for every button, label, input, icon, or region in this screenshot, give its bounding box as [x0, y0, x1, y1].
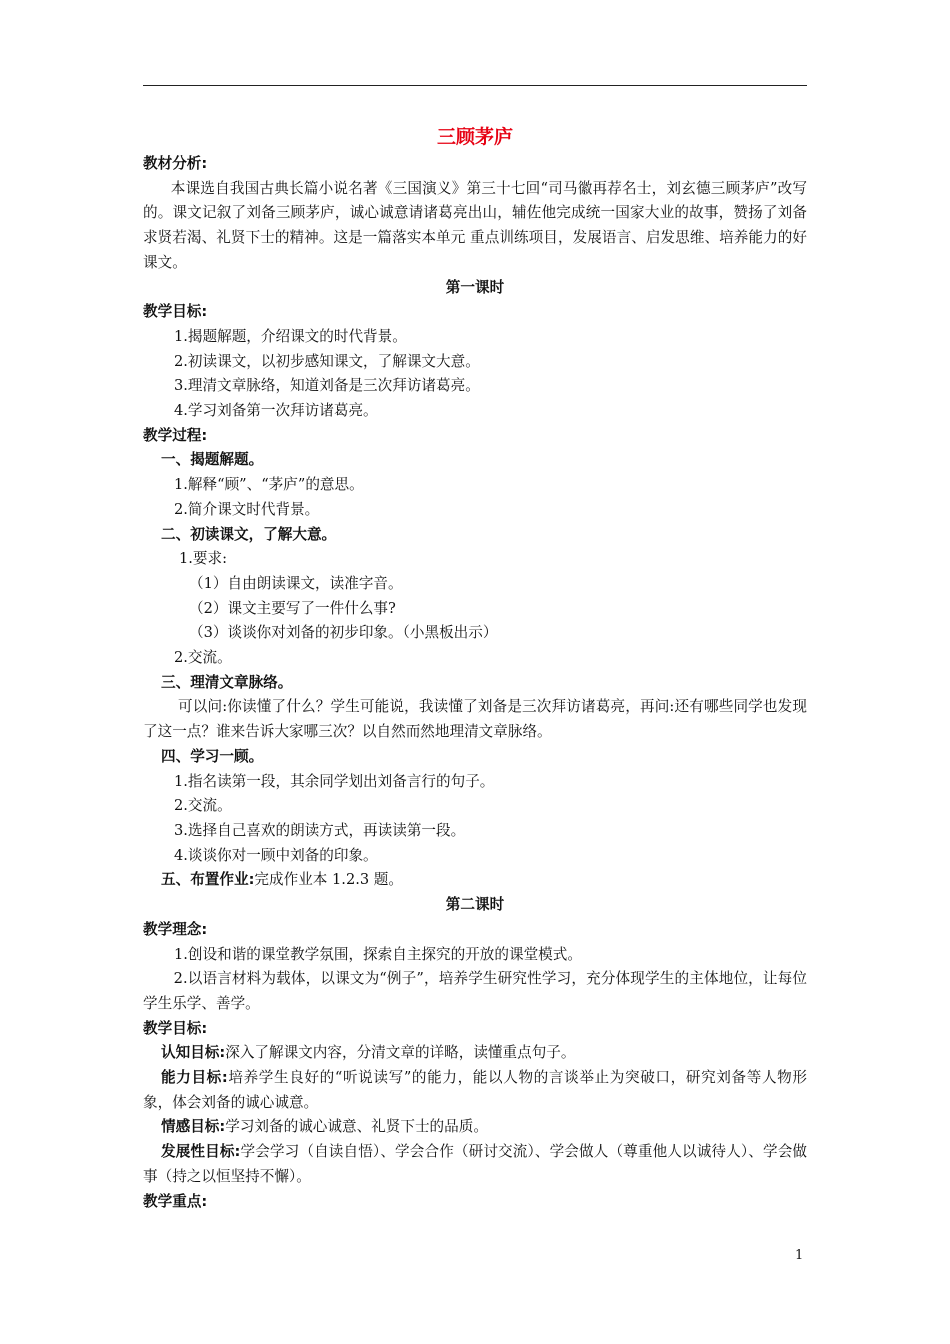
section3-text: 可以问:你读懂了什么？学生可能说，我读懂了刘备是三次拜访诸葛亮，再问:还有哪些同学也发现了这一点？谁来告诉大家哪三次？以自然而然地理清文章脉络。 — [143, 698, 807, 741]
section4-item: 2.交流。 — [174, 797, 232, 815]
lesson2-idea-heading: 教学理念: — [143, 920, 208, 938]
emotion-goal-label: 情感目标: — [161, 1118, 226, 1136]
emotion-goal — [143, 1115, 807, 1140]
section2-requirement: 1.要求: — [179, 550, 228, 568]
lesson2-idea: 2.以语言材料为载体，以课文为“例子”，培养学生研究性学习，充分体现学生的主体地位，让每位学生乐学、善学。 — [143, 970, 807, 1012]
section2-sub: （3）谈谈你对刘备的初步印象。（小黑板出示） — [189, 624, 498, 642]
document-title: 三顾茅庐 — [436, 126, 513, 148]
section2-sub: （2）课文主要写了一件什么事? — [189, 599, 396, 617]
ability-goal — [143, 1066, 807, 1115]
section5-line — [143, 868, 807, 893]
section2-heading: 二、初读课文，了解大意。 — [161, 525, 337, 543]
development-goal-label: 发展性目标: — [161, 1143, 241, 1161]
development-goal — [143, 1140, 807, 1189]
header-rule — [143, 85, 807, 86]
lesson1-goal: 2.初读课文，以初步感知课文，了解课文大意。 — [174, 352, 480, 370]
lesson2-idea: 1.创设和谐的课堂教学氛围，探索自主探究的开放的课堂模式。 — [174, 945, 582, 963]
lesson1-heading: 第一课时 — [445, 278, 505, 296]
ability-goal-text: 培养学生良好的“听说读写”的能力，能以人物的言谈举止为突破口，研究刘备等人物形象，体会刘备的诚心诚意。 — [143, 1069, 807, 1111]
section5-heading: 五、布置作业: — [161, 871, 255, 889]
section1-heading: 一、揭题解题。 — [161, 451, 264, 469]
section4-item: 3.选择自己喜欢的朗读方式，再读读第一段。 — [174, 821, 466, 839]
cognitive-goal-text: 深入了解课文内容，分清文章的详略，读懂重点句子。 — [225, 1044, 576, 1062]
section3-heading: 三、理清文章脉络。 — [161, 673, 293, 691]
emotion-goal-text: 学习刘备的诚心诚意、礼贤下士的品质。 — [225, 1118, 488, 1136]
lesson1-process-heading: 教学过程: — [143, 426, 208, 444]
section1-item: 2.简介课文时代背景。 — [174, 500, 320, 518]
section4-heading: 四、学习一顾。 — [161, 747, 264, 765]
key-points-heading: 教学重点: — [143, 1192, 208, 1210]
lesson1-goal: 3.理清文章脉络，知道刘备是三次拜访诸葛亮。 — [174, 377, 480, 395]
material-heading: 教材分析: — [143, 155, 208, 172]
material-text: 本课选自我国古典长篇小说名著《三国演义》第三十七回“司马徽再荐名士，刘玄德三顾茅庐”改写的。课文记叙了刘备三顾茅庐，诚心诚意请诸葛亮出山，辅佐他完成统一国家大业的故事，赞扬了刘备求贤若渴、礼贤下士的精神。这是一篇落实本单元 重点训练项目，发展语言、启发思维、培养能力的好课文。 — [143, 179, 807, 271]
section4-item: 4.谈谈你对一顾中刘备的印象。 — [174, 846, 378, 864]
section1-item: 1.解释“顾”、“茅庐”的意思。 — [174, 476, 364, 494]
section2-item: 2.交流。 — [174, 649, 232, 667]
cognitive-goal — [143, 1041, 807, 1066]
lesson1-goal: 4.学习刘备第一次拜访诸葛亮。 — [174, 402, 378, 420]
section5-text: 完成作业本 1.2.3 题。 — [254, 871, 403, 889]
lesson2-goals-heading: 教学目标: — [143, 1019, 208, 1037]
section2-sub: （1）自由朗读课文，读准字音。 — [189, 574, 403, 592]
lesson1-goal: 1.揭题解题，介绍课文的时代背景。 — [174, 327, 407, 345]
lesson2-heading: 第二课时 — [445, 896, 505, 914]
section4-item: 1.指名读第一段，其余同学划出刘备言行的句子。 — [174, 772, 495, 790]
cognitive-goal-label: 认知目标: — [161, 1044, 226, 1062]
development-goal-text: 学会学习（自读自悟）、学会合作（研讨交流）、学会做人（尊重他人以诚待人）、学会做事（持之以恒坚持不懈）。 — [143, 1143, 807, 1185]
document-body — [143, 122, 807, 1214]
ability-goal-label: 能力目标: — [161, 1069, 228, 1087]
lesson1-goals-heading: 教学目标: — [143, 303, 208, 321]
page-number: 1 — [795, 1248, 804, 1263]
